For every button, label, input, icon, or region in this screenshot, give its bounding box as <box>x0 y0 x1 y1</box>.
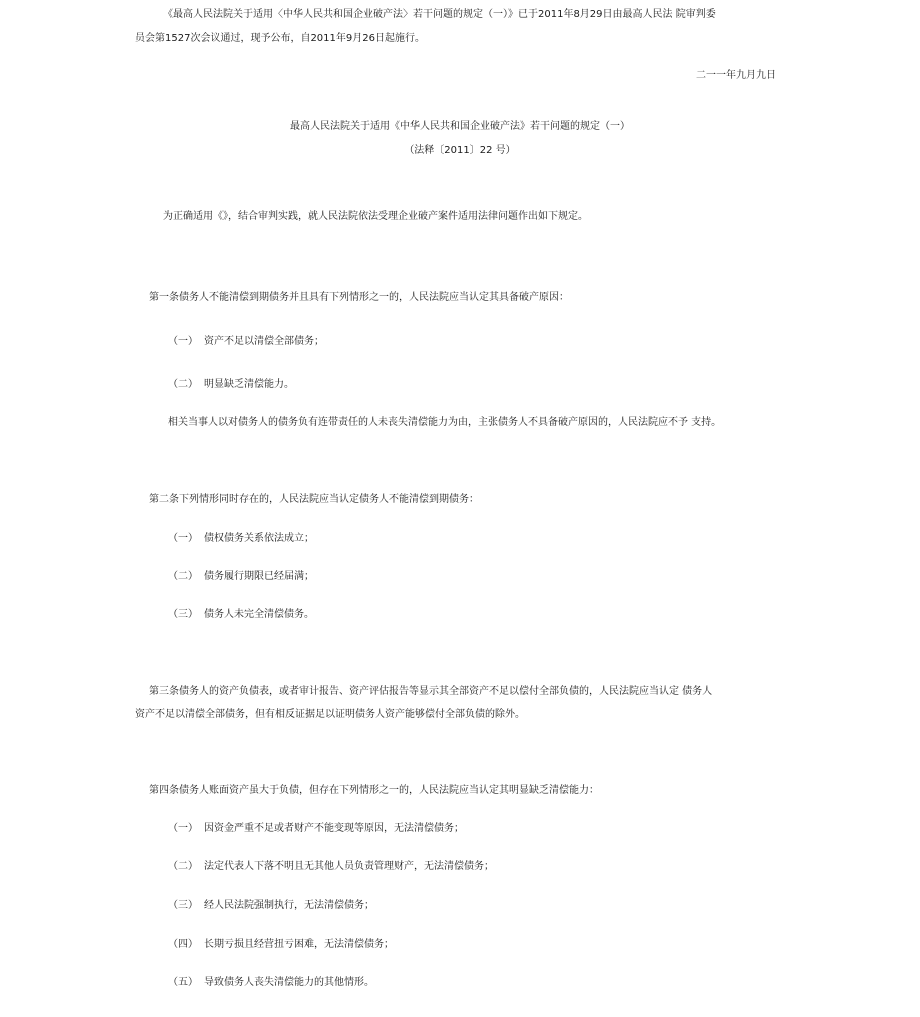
item-text: 明显缺乏清偿能力。 <box>204 379 294 390</box>
item-text: 长期亏损且经营扭亏困难，无法清偿债务； <box>204 939 394 950</box>
article-1-note: 相关当事人以对债务人的债务负有连带责任的人未丧失清偿能力为由，主张债务人不具备破产原因的，人民法院应不予 支持。 <box>168 417 722 428</box>
article-4-item-2 <box>168 860 494 874</box>
intro-line-1: 《最高人民法院关于适用〈中华人民共和国企业破产法〉若干问题的规定（一）》已于2011年8月29日由最高人民法 院审判委 <box>163 9 716 20</box>
item-text: 债务履行期限已经届满； <box>204 571 314 582</box>
article-2-item-3 <box>168 608 314 622</box>
article-1-item-1 <box>168 335 324 349</box>
item-text: 资产不足以清偿全部债务； <box>204 336 324 347</box>
article-2: 第二条下列情形同时存在的，人民法院应当认定债务人不能清偿到期债务： <box>149 494 479 505</box>
item-number: （一） <box>168 533 198 544</box>
article-4-item-3 <box>168 899 374 913</box>
item-number: （二） <box>168 571 198 582</box>
item-text: 债务人未完全清偿债务。 <box>204 609 314 620</box>
article-4-item-1 <box>168 822 464 836</box>
item-number: （一） <box>168 336 198 347</box>
preamble: 为正确适用《》，结合审判实践，就人民法院依法受理企业破产案件适用法律问题作出如下规定。 <box>163 211 588 222</box>
document-title: 最高人民法院关于适用《中华人民共和国企业破产法》若干问题的规定（一） <box>290 121 630 132</box>
item-number: （三） <box>168 609 198 620</box>
item-number: （二） <box>168 861 198 872</box>
issue-date: 二一一年九月九日 <box>696 70 776 81</box>
article-2-item-1 <box>168 532 314 546</box>
item-text: 因资金严重不足或者财产不能变现等原因，无法清偿债务； <box>204 823 464 834</box>
article-1-item-2 <box>168 378 294 392</box>
item-text: 法定代表人下落不明且无其他人员负责管理财产，无法清偿债务； <box>204 861 494 872</box>
article-3-line-1: 第三条债务人的资产负债表，或者审计报告、资产评估报告等显示其全部资产不足以偿付全部负债的，人民法院应当认定 债务人 <box>149 686 713 697</box>
article-4: 第四条债务人账面资产虽大于负债，但存在下列情形之一的，人民法院应当认定其明显缺乏清偿能力： <box>149 785 599 796</box>
document-number: （法释〔2011〕22 号） <box>404 145 516 156</box>
item-text: 债权债务关系依法成立； <box>204 533 314 544</box>
article-3-line-2: 资产不足以清偿全部债务，但有相反证据足以证明债务人资产能够偿付全部负债的除外。 <box>135 709 525 720</box>
item-number: （三） <box>168 900 198 911</box>
article-1: 第一条债务人不能清偿到期债务并且具有下列情形之一的，人民法院应当认定其具备破产原因： <box>149 292 569 303</box>
article-4-item-4 <box>168 938 394 952</box>
item-text: 导致债务人丧失清偿能力的其他情形。 <box>204 977 374 988</box>
item-number: （四） <box>168 939 198 950</box>
item-number: （二） <box>168 379 198 390</box>
article-4-item-5 <box>168 976 374 990</box>
intro-line-2: 员会第1527次会议通过，现予公布，自2011年9月26日起施行。 <box>135 33 425 44</box>
item-text: 经人民法院强制执行，无法清偿债务； <box>204 900 374 911</box>
item-number: （一） <box>168 823 198 834</box>
article-2-item-2 <box>168 570 314 584</box>
item-number: （五） <box>168 977 198 988</box>
